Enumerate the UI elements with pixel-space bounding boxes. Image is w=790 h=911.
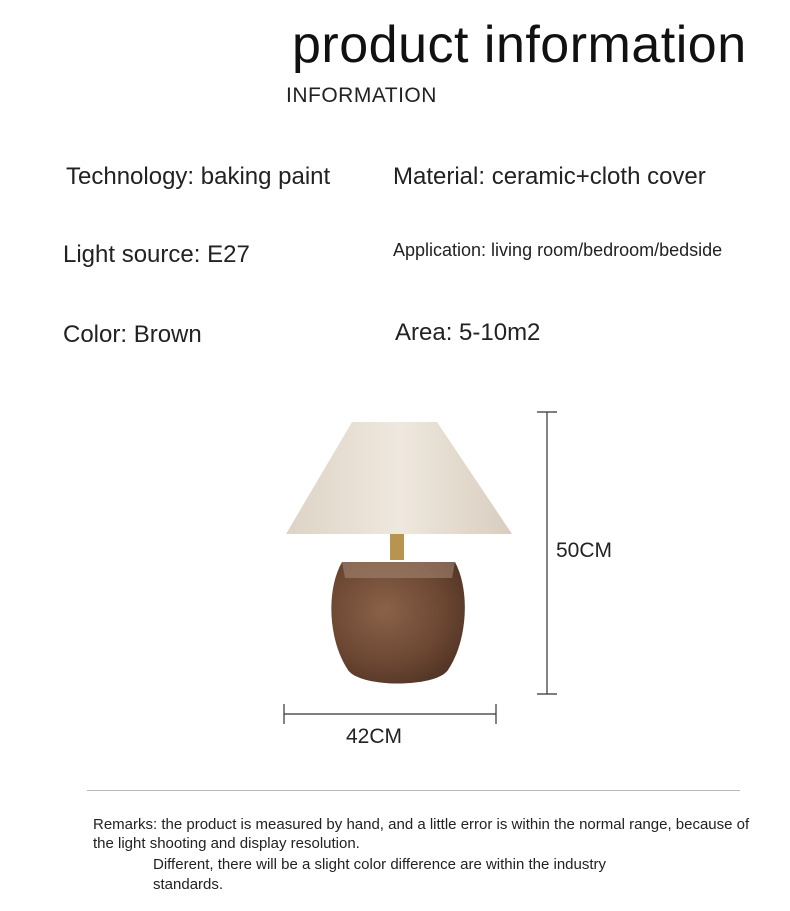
remarks-line-4: standards. bbox=[153, 876, 224, 893]
lamp-base-rim bbox=[342, 562, 455, 578]
spec-area: Area: 5-10m2 bbox=[395, 319, 541, 346]
lamp-shade bbox=[286, 422, 512, 534]
table-lamp-icon bbox=[286, 422, 512, 684]
lamp-base bbox=[331, 562, 465, 684]
height-dimension-line bbox=[537, 412, 557, 694]
remarks-line-3: Different, there will be a slight color difference are within the industry bbox=[153, 856, 607, 873]
remarks-line-2: the light shooting and display resolution. bbox=[93, 835, 360, 852]
width-dimension-line bbox=[284, 704, 496, 724]
height-label: 50CM bbox=[556, 539, 613, 562]
remarks-line-1: Remarks: the product is measured by hand, and a little error is within the normal range, because of bbox=[93, 816, 750, 833]
spec-application: Application: living room/bedroom/bedside bbox=[393, 240, 723, 260]
spec-color: Color: Brown bbox=[63, 321, 202, 348]
spec-technology: Technology: baking paint bbox=[66, 163, 331, 190]
spec-material: Material: ceramic+cloth cover bbox=[393, 163, 706, 190]
section-subtitle: INFORMATION bbox=[286, 84, 437, 107]
spec-light-source: Light source: E27 bbox=[63, 241, 250, 268]
width-label: 42CM bbox=[346, 725, 403, 748]
divider bbox=[87, 790, 740, 791]
page-title: product information bbox=[292, 16, 747, 74]
